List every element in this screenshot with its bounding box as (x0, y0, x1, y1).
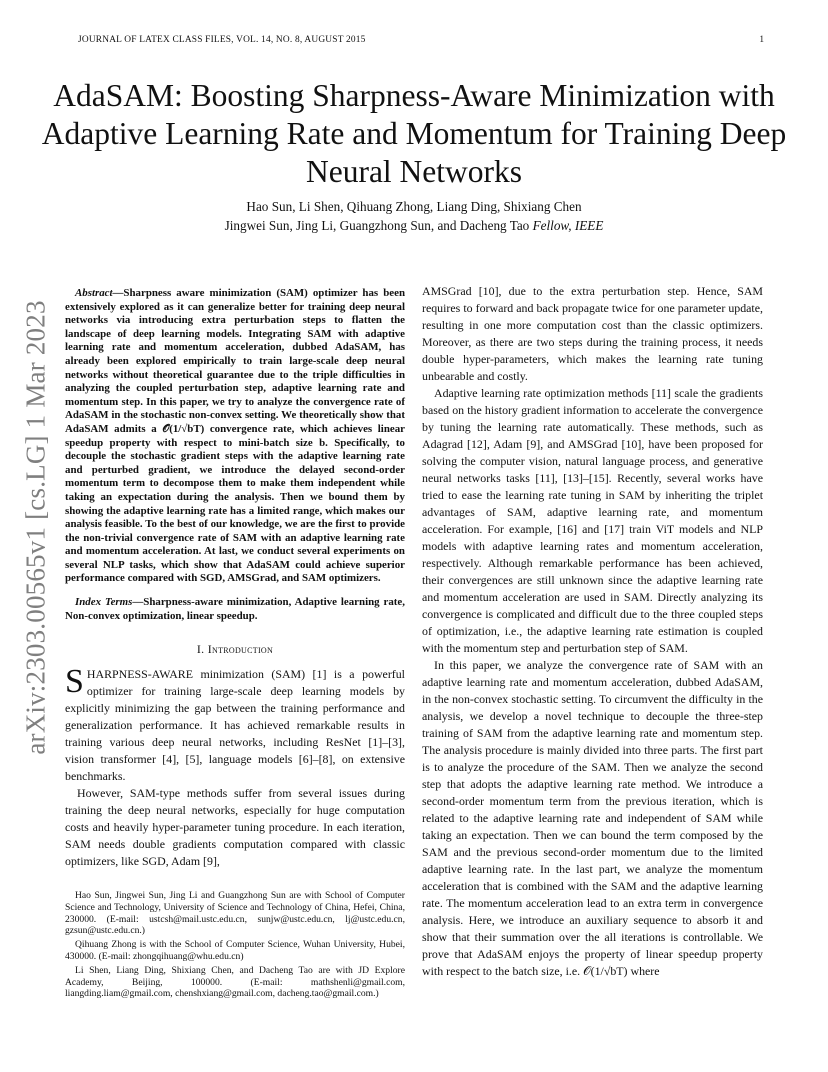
right-column (422, 283, 763, 980)
footnote-affiliation-2: Qihuang Zhong is with the School of Computer Science, Wuhan University, Hubei, 430000. (E-mail: zhongqihuang@whu.edu.cn) (65, 939, 405, 962)
arxiv-stamp (16, 292, 56, 762)
paper-title: AdaSAM: Boosting Sharpness-Aware Minimization with Adaptive Learning Rate and Momentum for Training Deep Neural Networks (41, 78, 787, 189)
index-terms-text: —Sharpness-aware minimization, Adaptive learning rate, Non-convex optimization, linear speedup. (65, 596, 405, 622)
footnote-affiliation-1: Hao Sun, Jingwei Sun, Jing Li and Guangzhong Sun are with School of Computer Science and Technology, University of Science and Technology of China, Hefei, China, 230000. (E-mail: ustcsh@mail.ustc.edu.cn, sunjw@ustc.edu.cn, lj@ustc.edu.cn, gzsun@ustc.edu.cn.) (65, 890, 405, 937)
section-heading (65, 641, 405, 658)
drop-cap: S (65, 663, 84, 701)
intro-paragraph-1 (65, 663, 405, 785)
abstract (65, 287, 405, 586)
index-terms (65, 596, 405, 623)
page-number: 1 (759, 35, 764, 45)
arxiv-id: arXiv:2303.00565v1 [cs.LG] 1 Mar 2023 (20, 299, 51, 755)
author-line-2 (40, 216, 788, 235)
author-line-2-names: Jingwei Sun, Jing Li, Guangzhong Sun, and Dacheng Tao (224, 218, 530, 233)
footnotes (65, 890, 405, 1002)
right-paragraph-3: In this paper, we analyze the convergence rate of SAM with an adaptive learning rate and momentum acceleration, dubbed AdaSAM, in the non-convex stochastic setting. To circumvent the difficulty in the analysis, we develop a novel technique to decouple the three-step training of SAM from the adaptive learning rate and momentum step. The analysis procedure is mainly divided into three parts. The first part is to analyze the procedure of the SAM. Then we analyze the second step that adopts the adaptive learning rate method. We introduce a second-order momentum term from the previous iteration, which is related to the adaptive learning rate and independent of SAM while taking an expectation. Then we can bound the term composed by the SAM and the previous second-order momentum due to the limited adaptive learning rate. In the last part, we analyze the momentum acceleration that is combined with the SAM and the adaptive learning rate. The momentum acceleration lead to an extra term in convergence analysis. Here, we introduce an auxiliary sequence to absorb it and show that their summation over the all iterations is controllable. We prove that AdaSAM enjoys the property of linear speedup property with respect to the batch size, i.e. 𝒪(1/√bT) where (422, 658, 763, 978)
abstract-text: —Sharpness aware minimization (SAM) optimizer has been extensively explored as it can generalize better for training deep neural networks via introducing extra perturbation steps to flatten the landscape of deep learning models. Integrating SAM with adaptive learning rate and momentum acceleration, dubbed AdaSAM, has already been explored empirically to train large-scale deep neural networks without theoretical guarantee due to the triple difficulties in analyzing the coupled perturbation step, adaptive learning rate and momentum step. In this paper, we try to analyze the convergence rate of AdaSAM in the stochastic non-convex setting. We theoretically show that AdaSAM admits a 𝒪(1/√bT) convergence rate, which achieves linear speedup property with respect to mini-batch size b. Specifically, to decouple the stochastic gradient steps with the adaptive learning rate and perturbed gradient, we introduce the delayed second-order momentum term to decompose them to make them independent while taking an expectation during the analysis. Then we bound them by showing the adaptive learning rate has a limited range, which makes our analysis feasible. To the best of our knowledge, we are the first to provide the non-trivial convergence rate of SAM with an adaptive learning rate and momentum acceleration. At last, we conduct several experiments on several NLP tasks, which show that AdaSAM could achieve superior performance compared with SGD, AMSGrad, and SAM optimizers. (65, 287, 405, 585)
right-paragraph-1: AMSGrad [10], due to the extra perturbation step. Hence, SAM requires to forward and back propagate twice for one parameter update, resulting in one more computation cost than the classic optimizers. Moreover, as there are two steps during the training process, it needs double hyper-parameters, which makes the learning rate tuning unbearable and costly. (422, 284, 763, 383)
intro-paragraph-2: However, SAM-type methods suffer from several issues during training the deep neural networks, especially for huge computation costs and heavily hyper-parameter tuning procedure. In each iteration, SAM needs double gradients computation compared with classic optimizers, like SGD, Adam [9], (65, 786, 405, 869)
section-title: Introduction (207, 642, 274, 657)
intro-paragraph-1-text: HARPNESS-AWARE minimization (SAM) [1] is a powerful optimizer for training large-scale deep learning models by explicitly minimizing the gap between the training performance and generalization performance. It has achieved remarkable results in training various deep neural networks, including ResNet [1]–[3], vision transformer [4], [5], language models [6]–[8], on extensive benchmarks. (65, 667, 405, 784)
left-column (65, 287, 405, 870)
section-number: I. (196, 642, 205, 657)
author-list (40, 197, 788, 235)
right-paragraph-2: Adaptive learning rate optimization methods [11] scale the gradients based on the history gradient information to accelerate the convergence by tuning the learning rate automatically. These methods, such as Adagrad [12], Adam [9], and AMSGrad [10], have been proposed for solving the computer vision, natural language process, and generative neural networks tasks [11], [13]–[15]. Recently, several works have tried to ease the learning rate tuning in SAM by inheriting the triplet advantages of SAM, adaptive learning rate, and momentum acceleration. For example, [16] and [17] train ViT models and NLP models with adaptive learning rates and momentum acceleration, respectively. Although remarkable performance has been achieved, their convergences are still unknown since the adaptive learning rate and momentum acceleration are used in SAM. Directly analyzing its convergence is complicated and difficult due to the three coupled steps of optimization, i.e., the adaptive learning rate estimation is coupled with the momentum step and perturbation step of SAM. (422, 386, 763, 655)
index-terms-label: Index Terms (75, 596, 133, 609)
author-line-1: Hao Sun, Li Shen, Qihuang Zhong, Liang Ding, Shixiang Chen (246, 199, 582, 214)
abstract-label: Abstract (75, 287, 113, 299)
author-line-2-suffix: Fellow, IEEE (532, 218, 604, 233)
footnote-affiliation-3: Li Shen, Liang Ding, Shixiang Chen, and Dacheng Tao are with JD Explore Academy, Beijing, 100000. (E-mail: mathshenli@gmail.com, liangding.liam@gmail.com, chenshxiang@gmail.com, dacheng.tao@gmail.com.) (65, 964, 405, 1000)
running-header: JOURNAL OF LATEX CLASS FILES, VOL. 14, NO. 8, AUGUST 2015 (78, 35, 366, 45)
